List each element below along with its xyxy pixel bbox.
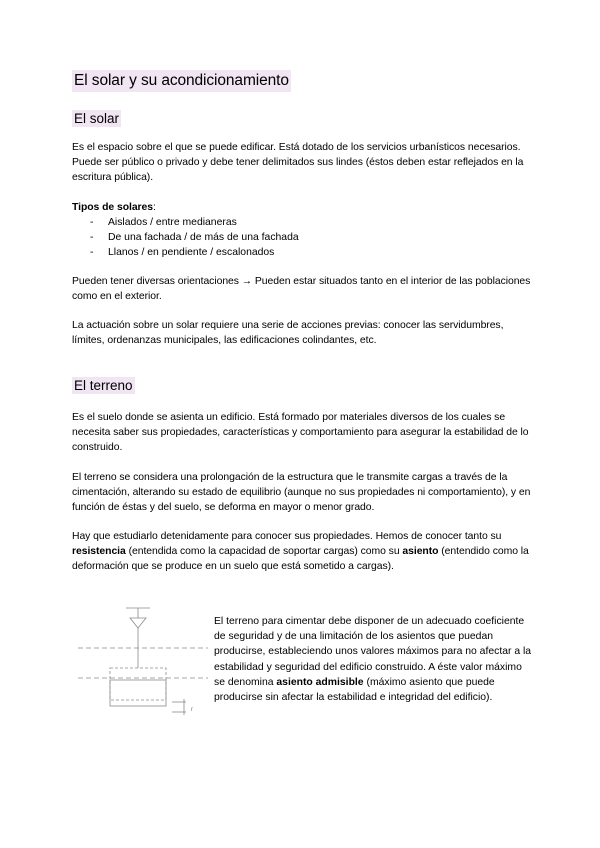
list-bullet: - (90, 232, 94, 244)
term-resistencia: resistencia (72, 546, 126, 558)
solar-types-colon: : (153, 202, 156, 213)
foundation-settled-outline (110, 680, 166, 706)
terreno-p3-text-e: (entendido como la deformación que se produce en un suelo que está sometido a cargas). (72, 546, 529, 573)
terreno-paragraph-2: El terreno se considera una prolongación de la estructura que le transmite cargas a través de la cimentación, alterando su estado de equilibrio (aunque no sus propiedades ni comportamiento), y en función de éstas y del suelo, se deforma en mayor o menor grado. (72, 472, 531, 514)
side-text-c: (máximo asiento que puede producirse sin afectar la estabilidad e integridad del edificio). (214, 676, 495, 704)
load-arrow-icon (130, 618, 146, 628)
list-bullet: - (90, 247, 94, 259)
list-item (72, 215, 532, 230)
term-asiento-admisible: asiento admisible (276, 676, 364, 688)
list-bullet: - (90, 217, 94, 228)
terreno-p3-text-a: Hay que estudiarlo detenidamente para conocer sus propiedades. Hemos de conocer tanto su (72, 531, 502, 542)
solar-types-heading (72, 200, 532, 215)
term-asiento: asiento (402, 546, 439, 558)
solar-types-title: Tipos de solares (72, 202, 154, 213)
list-item (72, 230, 532, 245)
terreno-paragraph-3 (72, 529, 532, 575)
foundation-original-outline (110, 668, 166, 700)
solar-paragraph-3: La actuación sobre un solar requiere una serie de acciones previas: conocer las servidumbres, límites, ordenanzas municipales, las edificaciones colindantes, etc. (72, 320, 504, 347)
list-item-text: Llanos / en pendiente / escalonados (108, 247, 275, 259)
section-heading-el-terreno: El terreno (74, 378, 133, 393)
foundation-settlement-diagram (78, 604, 208, 724)
list-item (72, 245, 532, 260)
solar-types-list (72, 215, 532, 261)
solar-paragraph-2: Pueden tener diversas orientaciones → Pueden estar situados tanto en el interior de las poblaciones como en el exterior. (72, 276, 531, 303)
list-item-text: De una fachada / de más de una fachada (108, 232, 299, 244)
side-text-a: El terreno para cimentar debe disponer de un adecuado coeficiente de seguridad y de una limitación de los asientos que puedan producirse, estableciendo unos valores máximos para no afectar a la estabilidad y seguridad del edificio construido. A éste valor máximo se denomina (214, 616, 532, 688)
terreno-paragraph-1: Es el suelo donde se asienta un edificio. Está formado por materiales diversos de los cuales se necesita saber sus propiedades, características y comportamiento para asegurar la estabilidad de lo construido. (72, 412, 529, 454)
terreno-side-paragraph (214, 614, 532, 705)
section-heading-el-solar: El solar (74, 111, 120, 126)
list-item-text: Aislados / entre medianeras (108, 217, 237, 228)
terreno-p3-text-c: (entendida como la capacidad de soportar cargas) como su (125, 546, 403, 558)
document-title: El solar y su acondicionamiento (72, 70, 291, 92)
solar-paragraph-1: Es el espacio sobre el que se puede edificar. Está dotado de los servicios urbanísticos necesarios. Puede ser público o privado y debe tener delimitados sus lindes (éstos deben estar reflejados en la escritura pública). (72, 142, 524, 184)
settlement-label: r (191, 707, 193, 713)
